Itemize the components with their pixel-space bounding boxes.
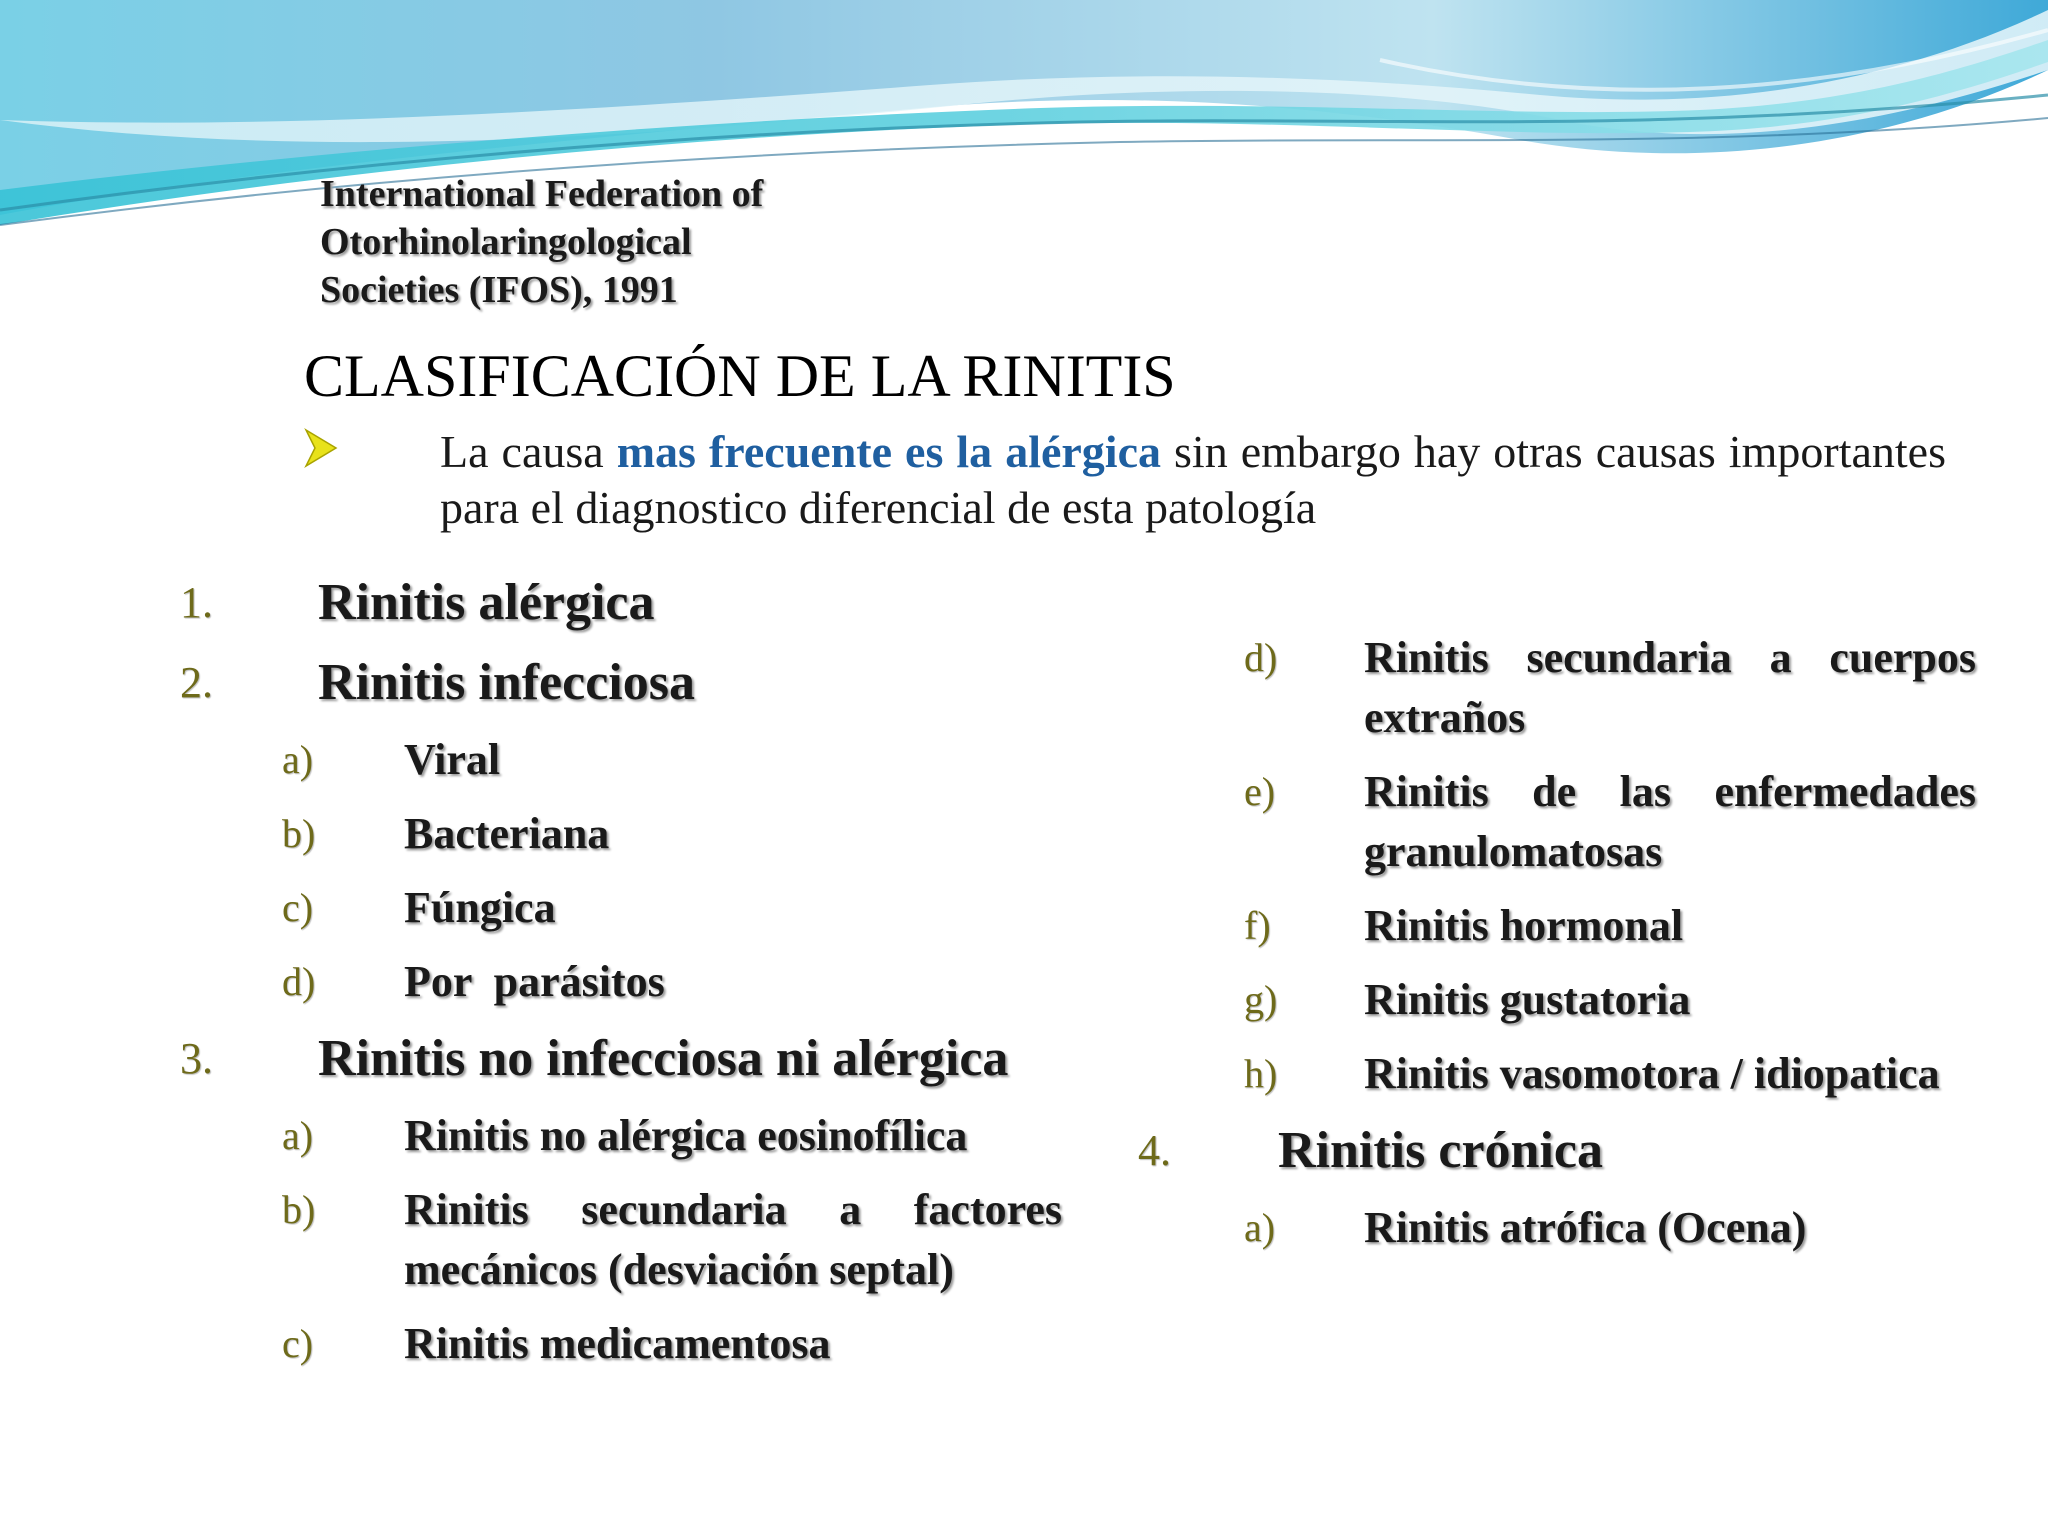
source-reference-line: Societies (IFOS), 1991 xyxy=(320,269,678,311)
source-reference xyxy=(320,170,920,314)
sub-list-item-label: Rinitis gustatoria xyxy=(1364,975,1691,1024)
sub-list-marker: f) xyxy=(1244,903,1271,948)
sub-list-item xyxy=(1130,628,1976,748)
sub-list-marker: e) xyxy=(1244,769,1276,814)
list-item-label: Rinitis infecciosa xyxy=(318,654,695,711)
list-marker: 3. xyxy=(180,1034,213,1083)
sub-list-item xyxy=(176,804,1062,864)
sub-list-item-label: Rinitis atrófica (Ocena) xyxy=(1364,1203,1807,1252)
sub-list-marker: b) xyxy=(282,811,316,856)
intro-text xyxy=(440,424,1946,536)
list-marker: 4. xyxy=(1138,1126,1171,1175)
sub-list-item xyxy=(1130,896,1976,956)
sub-list-marker: a) xyxy=(1244,1205,1276,1250)
sub-list-marker: c) xyxy=(282,885,314,930)
slide-title: CLASIFICACIÓN DE LA RINITIS xyxy=(304,343,1176,409)
list-marker: 2. xyxy=(180,658,213,707)
sub-list-item xyxy=(1130,1198,1976,1258)
header-wave-decoration xyxy=(0,0,2048,260)
sub-list-item xyxy=(1130,970,1976,1030)
classification-left-column xyxy=(176,570,1062,1388)
list-item-label: Rinitis no infecciosa ni alérgica xyxy=(318,1030,1009,1087)
sub-list-marker: c) xyxy=(282,1321,314,1366)
sub-list-item xyxy=(176,952,1062,1012)
sub-list-item-label: Fúngica xyxy=(404,883,556,932)
intro-text-end: sin embargo hay otras causas importantes para el diagnostico diferencial de esta patología xyxy=(440,426,1946,533)
list-item-label: Rinitis alérgica xyxy=(318,574,655,631)
sub-list-item-label: Rinitis vasomotora / idiopatica xyxy=(1364,1049,1940,1098)
sub-list-marker: a) xyxy=(282,1113,314,1158)
sub-list-item-label: Rinitis hormonal xyxy=(1364,901,1684,950)
sub-list-marker: d) xyxy=(282,959,316,1004)
sub-list-item xyxy=(1130,762,1976,882)
list-item xyxy=(176,570,1062,636)
intro-highlight: mas frecuente es la alérgica xyxy=(616,426,1161,477)
sub-list-item-label: Viral xyxy=(404,735,501,784)
source-reference-line: Otorhinolaringological xyxy=(320,221,692,263)
list-item xyxy=(1130,1118,1976,1184)
sub-list-item xyxy=(176,878,1062,938)
sub-list-marker: d) xyxy=(1244,635,1278,680)
intro-text-start: La causa xyxy=(440,426,617,477)
sub-list-item xyxy=(176,1314,1062,1374)
sub-list-marker: b) xyxy=(282,1187,316,1232)
sub-list-item-label: Rinitis medicamentosa xyxy=(404,1319,831,1368)
sub-list-item-label: Por parásitos xyxy=(404,957,665,1006)
sub-list-item xyxy=(176,1106,1062,1166)
sub-list-item-label: Rinitis secundaria a cuerpos extraños xyxy=(1364,633,1976,742)
list-item xyxy=(176,1026,1062,1092)
list-item-label: Rinitis crónica xyxy=(1278,1122,1603,1179)
arrow-bullet-icon xyxy=(304,428,338,468)
sub-list-item-label: Rinitis no alérgica eosinofílica xyxy=(404,1111,968,1160)
sub-list-item-label: Rinitis secundaria a factores mecánicos (desviación septal) xyxy=(404,1185,1062,1294)
list-item xyxy=(176,650,1062,716)
sub-list-marker: h) xyxy=(1244,1051,1278,1096)
sub-list-item xyxy=(1130,1044,1976,1104)
sub-list-item xyxy=(176,730,1062,790)
classification-right-column xyxy=(1130,628,1976,1272)
sub-list-item-label: Rinitis de las enfermedades granulomatosas xyxy=(1364,767,1976,876)
sub-list-marker: a) xyxy=(282,737,314,782)
list-marker: 1. xyxy=(180,578,213,627)
source-reference-line: International Federation of xyxy=(320,173,764,215)
sub-list-item-label: Bacteriana xyxy=(404,809,610,858)
sub-list-marker: g) xyxy=(1244,977,1278,1022)
sub-list-item xyxy=(176,1180,1062,1300)
